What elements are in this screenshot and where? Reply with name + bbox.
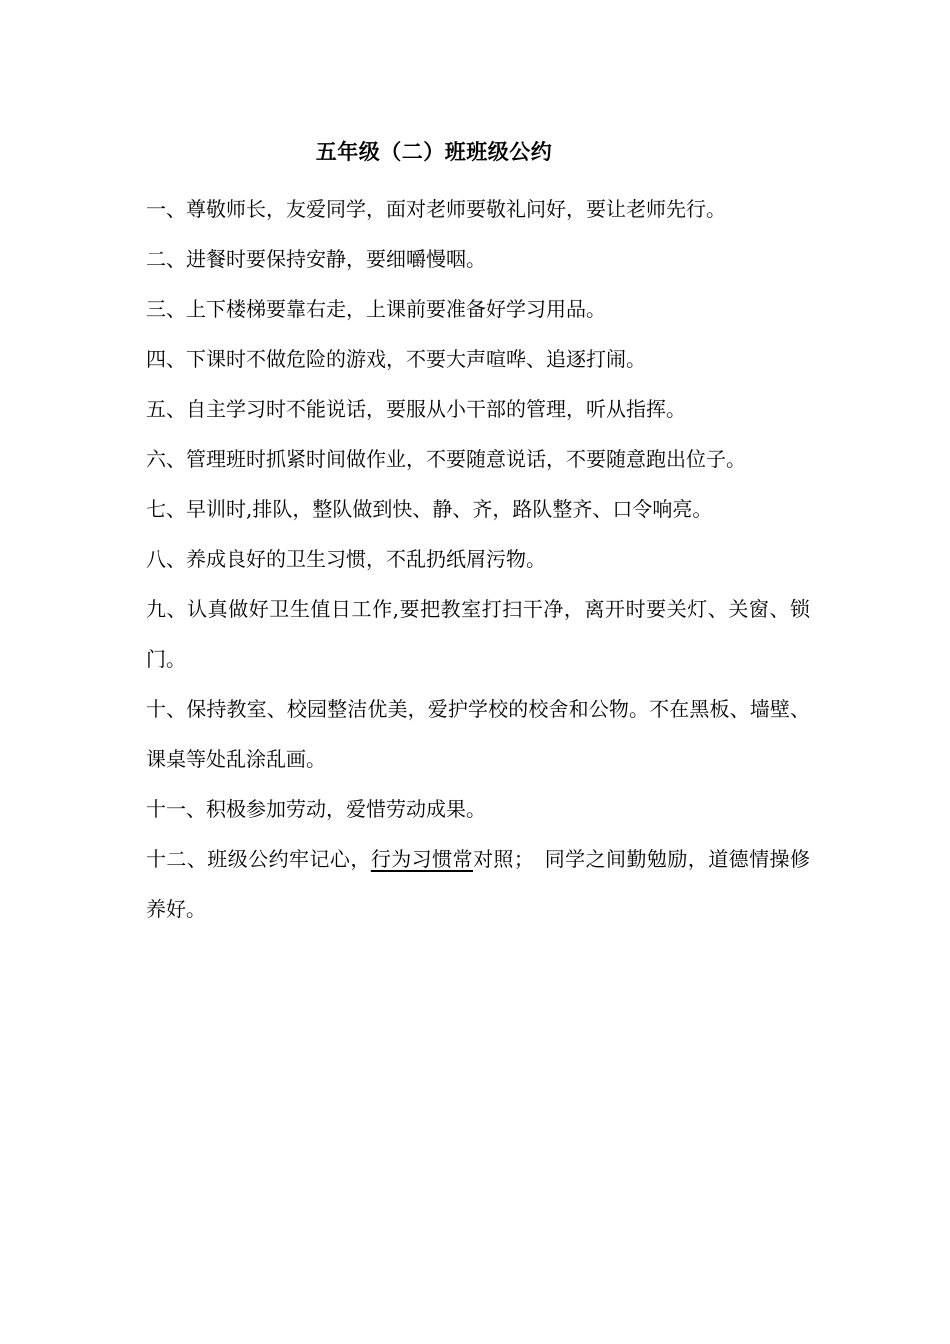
rule-9: 九、认真做好卫生值日工作,要把教室打扫干净，离开时要关灯、关窗、锁门。 bbox=[146, 597, 810, 671]
rule-8: 八、养成良好的卫生习惯，不乱扔纸屑污物。 bbox=[146, 547, 546, 571]
rule-7: 七、早训时,排队，整队做到快、静、齐，路队整齐、口令响亮。 bbox=[146, 497, 713, 521]
rule-12-start: 十二、班级公约牢记心， bbox=[146, 847, 371, 871]
rule-5: 五、自主学习时不能说话，要服从小干部的管理，听从指挥。 bbox=[146, 397, 686, 421]
rules-list bbox=[146, 184, 810, 934]
rule-2: 二、进餐时要保持安静，要细嚼慢咽。 bbox=[146, 247, 486, 271]
rule-12-underlined-text: 行为习惯常 bbox=[370, 847, 473, 871]
rule-10: 十、保持教室、校园整洁优美，爱护学校的校舍和公物。不在黑板、墙壁、课桌等处乱涂乱画。 bbox=[146, 697, 810, 771]
rule-4: 四、下课时不做危险的游戏，不要大声喧哗、追逐打闹。 bbox=[146, 347, 646, 371]
rule-12-end: 对照； 同学之间勤勉励，道德情操修养好。 bbox=[146, 847, 810, 921]
rule-3: 三、上下楼梯要靠右走，上课前要准备好学习用品。 bbox=[146, 297, 606, 321]
rule-6: 六、管理班时抓紧时间做作业，不要随意说话，不要随意跑出位子。 bbox=[146, 447, 746, 471]
document-title: 五年级（二）班班级公约 bbox=[315, 139, 553, 164]
rule-1: 一、尊敬师长，友爱同学，面对老师要敬礼问好，要让老师先行。 bbox=[146, 197, 726, 221]
rule-12 bbox=[146, 834, 810, 934]
rule-11: 十一、积极参加劳动，爱惜劳动成果。 bbox=[146, 797, 486, 821]
